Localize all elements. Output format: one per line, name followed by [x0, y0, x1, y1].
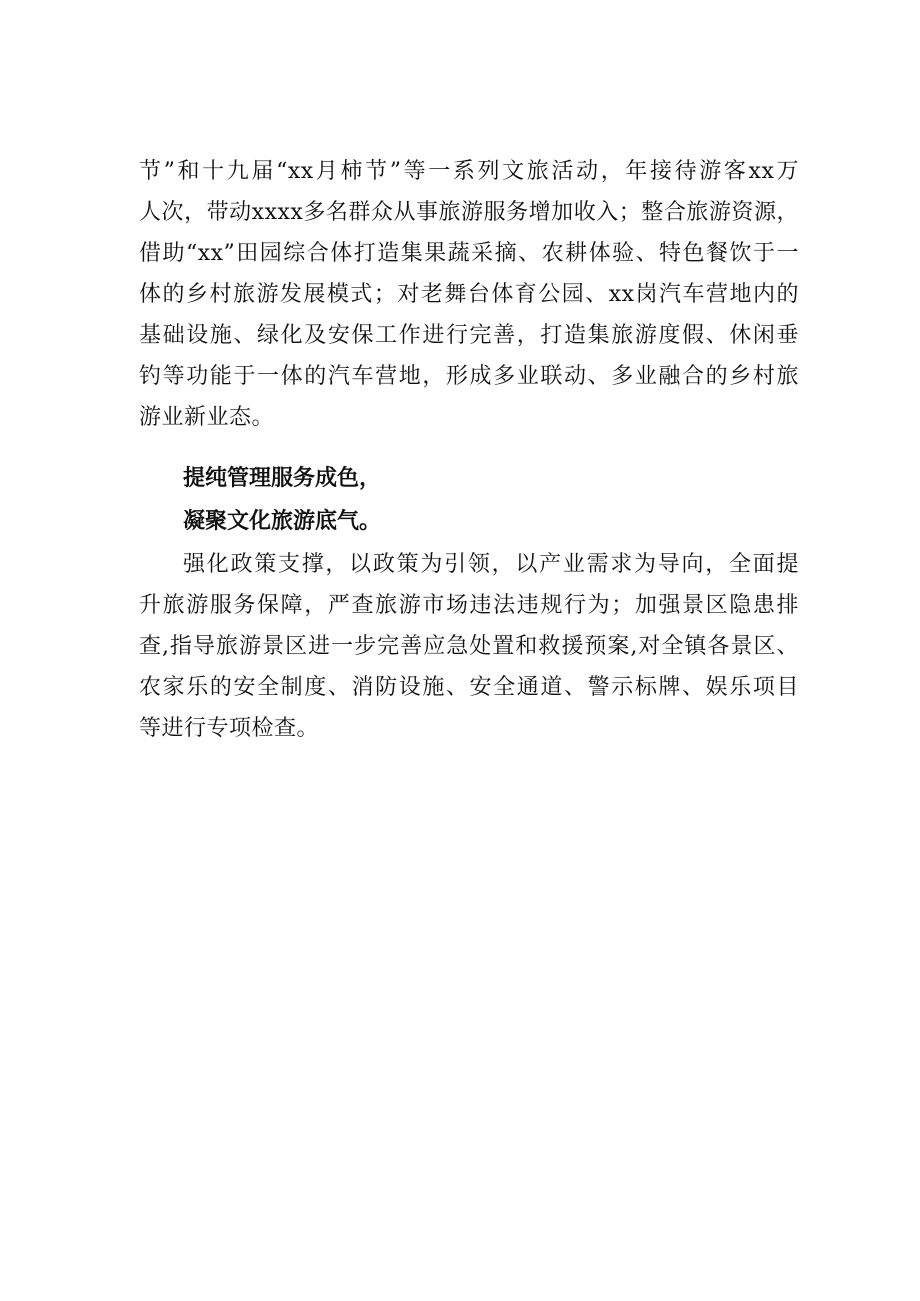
paragraph-line: 农家乐的安全制度、消防设施、安全通道、警示标牌、娱乐项目: [139, 675, 799, 700]
paragraph-line: 基础设施、绿化及安保工作进行完善，打造集旅游度假、休闲垂: [139, 323, 799, 348]
paragraph-line: 体的乡村旅游发展模式；对老舞台体育公园、xx岗汽车营地内的: [139, 282, 799, 307]
section-heading: 凝聚文化旅游底气。: [183, 509, 382, 534]
paragraph-line: 人次，带动xxxx多名群众从事旅游服务增加收入；整合旅游资源，: [139, 200, 799, 225]
paragraph-line: 强化政策支撑，以政策为引领，以产业需求为导向，全面提: [183, 552, 799, 577]
paragraph-line: 等进行专项检查。: [139, 716, 320, 741]
paragraph-line: 借助“xx”田园综合体打造集果蔬采摘、农耕体验、特色餐饮于一: [139, 241, 799, 266]
paragraph-line: 钓等功能于一体的汽车营地，形成多业联动、多业融合的乡村旅: [139, 364, 799, 389]
paragraph-line: 升旅游服务保障，严查旅游市场违法违规行为；加强景区隐患排: [139, 593, 799, 618]
paragraph-line: 游业新业态。: [139, 405, 275, 430]
section-heading: 提纯管理服务成色，: [183, 466, 382, 491]
paragraph-line: 查,指导旅游景区进一步完善应急处置和救援预案,对全镇各景区、: [139, 634, 799, 659]
paragraph-line: 节”和十九届“xx月柿节”等一系列文旅活动，年接待游客xx万: [139, 159, 799, 184]
